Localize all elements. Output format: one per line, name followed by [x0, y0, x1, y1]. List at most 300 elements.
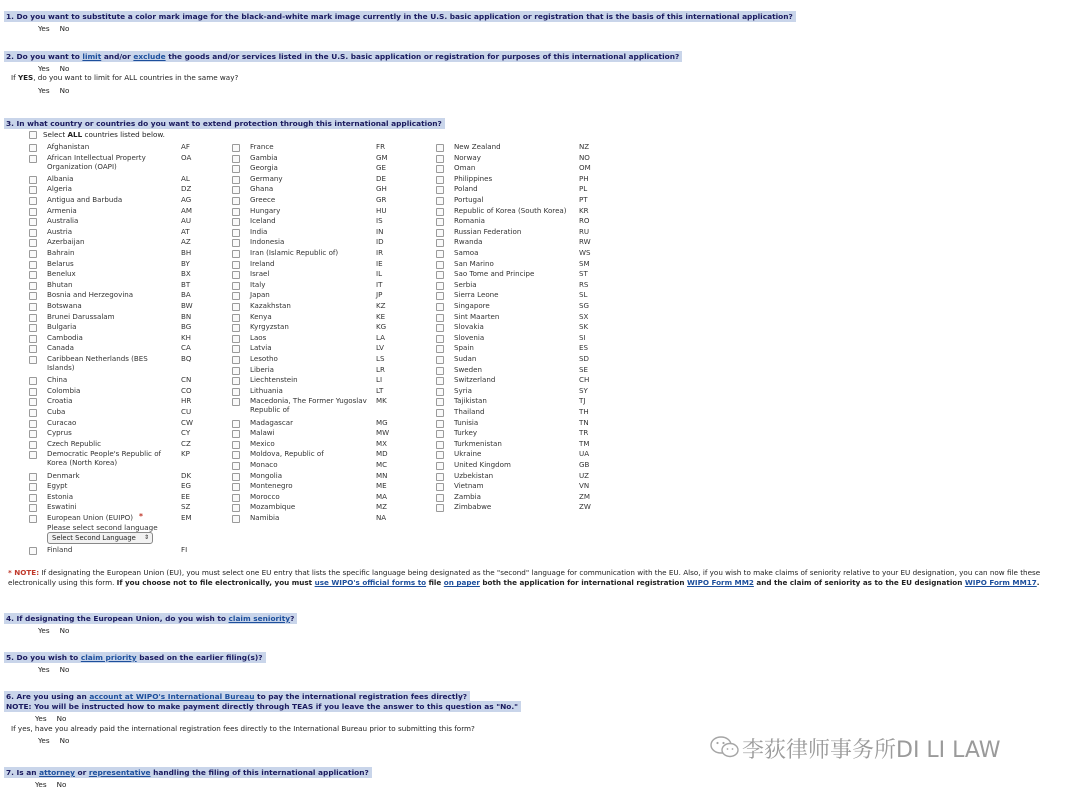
attorney-link[interactable]: attorney [39, 768, 75, 777]
country-name-line: Islands) [47, 363, 75, 372]
country-code: HU [376, 205, 387, 215]
country-name [454, 142, 501, 151]
checkbox-FR[interactable] [232, 144, 240, 152]
claim-priority-link[interactable]: claim priority [80, 653, 137, 662]
checkbox-BN[interactable] [29, 314, 37, 322]
country-name [47, 290, 133, 299]
checkbox-EE[interactable] [29, 494, 37, 502]
checkbox-LI[interactable] [232, 377, 240, 385]
checkbox-BQ[interactable] [29, 356, 37, 364]
country-code: IN [376, 226, 384, 236]
country-name-line: Uzbekistan [454, 470, 494, 480]
country-name-line: Greece [250, 195, 276, 204]
q2-followup: If YES, do you want to limit for ALL countries in the same way? [11, 73, 239, 82]
country-name-line: Antigua and Barbuda [47, 195, 123, 204]
country-name [454, 163, 475, 172]
country-code: ID [376, 237, 384, 247]
checkbox-KP[interactable] [29, 451, 37, 459]
country-name [47, 248, 74, 257]
checkbox-SM[interactable] [436, 261, 444, 269]
checkbox-KR[interactable] [436, 208, 444, 216]
country-code: KE [376, 311, 386, 321]
checkbox-NZ[interactable] [436, 144, 444, 152]
country-name-line: Samoa [454, 248, 479, 257]
exclude-link[interactable]: exclude [133, 52, 166, 61]
q6-no[interactable]: No [56, 714, 67, 723]
checkbox-PL[interactable] [436, 186, 444, 194]
checkbox-BX[interactable] [29, 271, 37, 279]
checkbox-BW[interactable] [29, 303, 37, 311]
checkbox-CZ[interactable] [29, 441, 37, 449]
checkbox-MN[interactable] [232, 473, 240, 481]
checkbox-LS[interactable] [232, 356, 240, 364]
country-code: LV [376, 343, 385, 353]
checkbox-TR[interactable] [436, 430, 444, 438]
country-code: KZ [376, 301, 386, 310]
country-code: RW [579, 237, 591, 247]
q1-yes[interactable]: Yes [38, 24, 50, 33]
country-name [47, 333, 83, 342]
country-code: IT [376, 279, 383, 289]
country-name-line: Norway [454, 152, 481, 162]
checkbox-LV[interactable] [232, 345, 240, 353]
country-name-line: Botswana [47, 301, 82, 310]
checkbox-BG[interactable] [29, 324, 37, 332]
q2f-yes[interactable]: Yes [38, 86, 50, 95]
country-name-line: Armenia [47, 205, 77, 215]
country-name [454, 290, 499, 299]
checkbox-SY[interactable] [436, 388, 444, 396]
country-name-line: Latvia [250, 343, 272, 353]
checkbox-EM[interactable] [29, 515, 37, 523]
country-name-line: Benelux [47, 269, 76, 279]
limit-link[interactable]: limit [82, 52, 102, 61]
country-name-line: China [47, 375, 68, 385]
country-code: BT [181, 279, 191, 289]
q6-followup-answer [38, 736, 79, 745]
country-code: LA [376, 332, 385, 342]
checkbox-MW[interactable] [232, 430, 240, 438]
country-name [47, 153, 146, 171]
country-name [250, 428, 275, 437]
on-paper-link[interactable]: on paper [443, 578, 480, 587]
country-name-line: European Union (EUIPO) [47, 513, 133, 522]
country-name-line: Lithuania [250, 385, 283, 395]
country-name-line: Kazakhstan [250, 301, 291, 310]
country-name-line: Mexico [250, 438, 275, 448]
country-code: UA [579, 449, 590, 459]
checkbox-AL[interactable] [29, 176, 37, 184]
checkbox-GM[interactable] [232, 155, 240, 163]
country-code: SD [579, 354, 589, 363]
country-name [47, 481, 67, 490]
country-name [250, 460, 278, 469]
checkbox-IL[interactable] [232, 271, 240, 279]
country-name-line: Macedonia, The Former Yugoslav [250, 396, 367, 406]
country-name-line: Czech Republic [47, 438, 102, 448]
q4-yes[interactable]: Yes [38, 626, 50, 635]
country-code: MZ [376, 502, 387, 512]
checkbox-ZW[interactable] [436, 504, 444, 512]
checkbox-AF[interactable] [29, 144, 37, 152]
checkbox-MA[interactable] [232, 494, 240, 502]
country-code: PH [579, 173, 589, 183]
checkbox-ES[interactable] [436, 345, 444, 353]
checkbox-SI[interactable] [436, 335, 444, 343]
checkbox-AZ[interactable] [29, 239, 37, 247]
country-name [47, 375, 67, 384]
checkbox-IT[interactable] [232, 282, 240, 290]
checkbox-CH[interactable] [436, 377, 444, 385]
q2f-no[interactable]: No [59, 86, 70, 95]
checkbox-OA[interactable] [29, 155, 37, 163]
country-code: IL [376, 269, 383, 279]
country-name-line: Spain [454, 343, 474, 353]
checkbox-ZM[interactable] [436, 494, 444, 502]
checkbox-JP[interactable] [232, 292, 240, 300]
country-name [47, 418, 76, 427]
second-language-select[interactable] [47, 532, 153, 544]
q4-no[interactable]: No [59, 626, 70, 635]
q4-answer [38, 626, 79, 635]
country-name [454, 439, 502, 448]
checkbox-LA[interactable] [232, 335, 240, 343]
country-code: MC [376, 460, 388, 469]
country-name-line: Democratic People's Republic of [47, 449, 162, 459]
checkbox-AG[interactable] [29, 197, 37, 205]
checkbox-MD[interactable] [232, 451, 240, 459]
country-name [47, 269, 76, 278]
country-code: SX [579, 311, 589, 321]
country-name-line: Albania [47, 173, 74, 183]
country-name [250, 248, 338, 257]
country-code: RS [579, 279, 589, 289]
checkbox-AU[interactable] [29, 218, 37, 226]
country-name-line: Croatia [47, 396, 73, 406]
country-name: Finland [47, 545, 73, 554]
country-code: SI [579, 332, 586, 342]
country-name-line: Denmark [47, 470, 80, 480]
question-4: 4. If designating the European Union, do you wish to claim seniority? [4, 613, 297, 624]
country-name-line: Brunei Darussalam [47, 311, 115, 321]
country-name [47, 206, 77, 215]
checkbox-MG[interactable] [232, 420, 240, 428]
country-name-line: Iceland [250, 216, 276, 226]
checkbox-GH[interactable] [232, 186, 240, 194]
country-name [250, 333, 266, 342]
country-code: MN [376, 470, 388, 480]
country-name-line: Thailand [454, 407, 485, 416]
q1-no[interactable]: No [59, 24, 70, 33]
country-code: BA [181, 290, 191, 300]
checkbox-IS[interactable] [232, 218, 240, 226]
checkbox-IR[interactable] [232, 250, 240, 258]
wipo-account-link[interactable]: account at WIPO's International Bureau [89, 692, 255, 701]
country-name-line: Sweden [454, 364, 483, 374]
country-name-line: Hungary [250, 205, 281, 215]
country-name [47, 142, 89, 151]
country-code: TN [579, 417, 589, 427]
question-6: 6. Are you using an account at WIPO's International Bureau to pay the international registration fees directly? [4, 691, 470, 702]
checkbox-SX[interactable] [436, 314, 444, 322]
checkbox-ST[interactable] [436, 271, 444, 279]
checkbox-MC[interactable] [232, 462, 240, 470]
checkbox-IE[interactable] [232, 261, 240, 269]
checkbox-OM[interactable] [436, 165, 444, 173]
country-name-line: Ghana [250, 184, 274, 194]
country-name-line: Zambia [454, 491, 481, 501]
country-code: MK [376, 396, 387, 406]
country-code: BQ [181, 354, 192, 363]
country-code: KH [181, 332, 191, 342]
country-code: DE [376, 173, 386, 183]
country-name-line: Austria [47, 226, 73, 236]
second-language-value: Select Second Language [52, 534, 136, 542]
checkbox-MZ[interactable] [232, 504, 240, 512]
checkbox-SZ[interactable] [29, 504, 37, 512]
country-code: CY [181, 428, 191, 438]
country-name-line: Laos [250, 332, 267, 342]
country-name-line: Afghanistan [47, 142, 90, 151]
checkbox-CN[interactable] [29, 377, 37, 385]
checkbox-SK[interactable] [436, 324, 444, 332]
country-name [454, 428, 477, 437]
checkbox-TJ[interactable] [436, 398, 444, 406]
q6f-yes[interactable]: Yes [38, 736, 50, 745]
country-code: RU [579, 226, 590, 236]
select-all-checkbox[interactable] [29, 131, 37, 139]
country-name-line: Moldova, Republic of [250, 449, 324, 459]
country-name-line: Colombia [47, 385, 81, 395]
country-name [454, 301, 490, 310]
country-name [250, 322, 289, 331]
country-name [250, 142, 274, 151]
country-name [250, 237, 284, 246]
q2-followup-answer [38, 86, 79, 95]
country-name [454, 460, 511, 469]
eu-required-star: * [139, 512, 143, 521]
checkbox-CW[interactable] [29, 420, 37, 428]
country-name-line: Turkey [454, 428, 478, 438]
country-code: CA [181, 343, 191, 353]
country-name-line: Switzerland [454, 375, 496, 385]
country-name [250, 386, 283, 395]
checkbox-MX[interactable] [232, 441, 240, 449]
country-name-line: Ukraine [454, 449, 482, 459]
country-name-line: Monaco [250, 460, 278, 469]
checkbox-HR[interactable] [29, 398, 37, 406]
country-code: TH [579, 407, 589, 416]
checkbox-ME[interactable] [232, 483, 240, 491]
country-name-line: Russian Federation [454, 226, 522, 236]
country-name [454, 343, 474, 352]
q6f-no[interactable]: No [59, 736, 70, 745]
country-code: CW [181, 417, 193, 427]
country-name [454, 237, 482, 246]
q5-yes[interactable]: Yes [38, 665, 50, 674]
checkbox-RW[interactable] [436, 239, 444, 247]
checkbox-CA[interactable] [29, 345, 37, 353]
country-name-line: Bahrain [47, 248, 75, 257]
country-name-line: Syria [454, 385, 472, 395]
country-name [454, 333, 484, 342]
country-name-line: Serbia [454, 279, 477, 289]
country-name-line: Cuba [47, 407, 66, 416]
checkbox-KG[interactable] [232, 324, 240, 332]
country-name-line: Eswatini [47, 502, 77, 512]
q7-no[interactable]: No [56, 780, 67, 789]
country-name [250, 195, 275, 204]
country-name [250, 312, 272, 321]
wipo-mm2-link[interactable]: WIPO Form MM2 [686, 578, 754, 587]
country-name-line: Organization (OAPI) [47, 161, 117, 171]
country-name-line: Sao Tome and Principe [454, 269, 535, 279]
checkbox-TN[interactable] [436, 420, 444, 428]
country-code: GR [376, 195, 387, 204]
checkbox-WS[interactable] [436, 250, 444, 258]
country-code: LT [376, 385, 384, 395]
checkbox-SE[interactable] [436, 367, 444, 375]
country-name [454, 195, 483, 204]
country-code: ME [376, 481, 387, 491]
checkbox-BA[interactable] [29, 292, 37, 300]
checkbox-KZ[interactable] [232, 303, 240, 311]
checkbox-FI[interactable] [29, 547, 37, 555]
checkbox-AM[interactable] [29, 208, 37, 216]
checkbox-AT[interactable] [29, 229, 37, 237]
representative-link[interactable]: representative [88, 768, 151, 777]
country-code: ST [579, 269, 588, 279]
checkbox-GB[interactable] [436, 462, 444, 470]
eu-second-language-prompt: Please select second language [47, 523, 158, 532]
wechat-icon [710, 736, 740, 758]
country-code: ZW [579, 502, 591, 512]
checkbox-LR[interactable] [232, 367, 240, 375]
claim-seniority-link[interactable]: claim seniority [228, 614, 291, 623]
country-code: UZ [579, 470, 589, 480]
country-name [250, 216, 276, 225]
country-name-line: Poland [454, 184, 478, 194]
country-code: RO [579, 216, 590, 226]
country-code: AT [181, 226, 190, 236]
country-name-line: Liechtenstein [250, 375, 298, 385]
country-code: TJ [579, 396, 586, 406]
checkbox-SL[interactable] [436, 292, 444, 300]
country-name [47, 407, 65, 416]
country-name [454, 259, 494, 268]
checkbox-HU[interactable] [232, 208, 240, 216]
checkbox-UA[interactable] [436, 451, 444, 459]
country-name [454, 365, 482, 374]
question-7: 7. Is an attorney or representative handling the filing of this international application? [4, 767, 372, 778]
wipo-forms-link[interactable]: use WIPO's official forms to [314, 578, 427, 587]
country-code: AF [181, 142, 190, 151]
checkbox-GR[interactable] [232, 197, 240, 205]
country-code: SG [579, 301, 589, 310]
country-name [454, 502, 491, 511]
checkbox-KH[interactable] [29, 335, 37, 343]
checkbox-RO[interactable] [436, 218, 444, 226]
checkbox-TH[interactable] [436, 409, 444, 417]
country-name-line: Italy [250, 279, 266, 289]
checkbox-LT[interactable] [232, 388, 240, 396]
checkbox-GE[interactable] [232, 165, 240, 173]
checkbox-CY[interactable] [29, 430, 37, 438]
checkbox-BY[interactable] [29, 261, 37, 269]
country-name-line: Malawi [250, 428, 275, 438]
country-code: IR [376, 248, 384, 257]
checkbox-EG[interactable] [29, 483, 37, 491]
country-name [47, 312, 115, 321]
checkbox-SD[interactable] [436, 356, 444, 364]
country-name [250, 502, 295, 511]
checkbox-IN[interactable] [232, 229, 240, 237]
country-name [47, 237, 85, 246]
checkbox-RS[interactable] [436, 282, 444, 290]
checkbox-BH[interactable] [29, 250, 37, 258]
checkbox-NA[interactable] [232, 515, 240, 523]
country-name [454, 418, 478, 427]
checkbox-DE[interactable] [232, 176, 240, 184]
checkbox-DZ[interactable] [29, 186, 37, 194]
checkbox-CO[interactable] [29, 388, 37, 396]
checkbox-PT[interactable] [436, 197, 444, 205]
checkbox-BT[interactable] [29, 282, 37, 290]
country-name [47, 343, 74, 352]
country-name-line: Estonia [47, 491, 74, 501]
country-name [250, 418, 293, 427]
country-code: GB [579, 460, 590, 469]
country-code: VN [579, 481, 590, 491]
checkbox-TM[interactable] [436, 441, 444, 449]
checkbox-VN[interactable] [436, 483, 444, 491]
question-2: 2. Do you want to limit and/or exclude the goods and/or services listed in the U.S. basic application or registration for purposes of this international application? [4, 51, 682, 62]
country-name [250, 227, 267, 236]
country-name [454, 153, 481, 162]
country-code: IE [376, 258, 383, 268]
checkbox-UZ[interactable] [436, 473, 444, 481]
checkbox-MK[interactable] [232, 398, 240, 406]
watermark-text: 李荻律师事务所DI LI LAW [742, 738, 1001, 763]
country-code: LS [376, 354, 385, 363]
q5-no[interactable]: No [59, 665, 70, 674]
wipo-mm17-link[interactable]: WIPO Form MM17 [964, 578, 1037, 587]
q2-yes[interactable]: Yes [38, 64, 50, 73]
country-name-line: Turkmenistan [454, 438, 502, 448]
checkbox-SG[interactable] [436, 303, 444, 311]
country-code: CH [579, 375, 590, 385]
country-code: GH [376, 184, 387, 194]
checkbox-KE[interactable] [232, 314, 240, 322]
checkbox-NO[interactable] [436, 155, 444, 163]
checkbox-CU[interactable] [29, 409, 37, 417]
checkbox-RU[interactable] [436, 229, 444, 237]
checkbox-DK[interactable] [29, 473, 37, 481]
country-code: PT [579, 195, 588, 204]
country-name [47, 301, 82, 310]
country-name-line: Ireland [250, 258, 275, 268]
checkbox-PH[interactable] [436, 176, 444, 184]
country-name-line: Mozambique [250, 502, 296, 512]
country-code: HR [181, 396, 192, 406]
country-name [250, 513, 279, 522]
select-arrows-icon: ⇕ [143, 534, 149, 541]
q2-no[interactable]: No [59, 64, 70, 73]
q6-yes[interactable]: Yes [35, 714, 47, 723]
q7-yes[interactable]: Yes [35, 780, 47, 789]
checkbox-ID[interactable] [232, 239, 240, 247]
country-code: CU [181, 407, 192, 416]
